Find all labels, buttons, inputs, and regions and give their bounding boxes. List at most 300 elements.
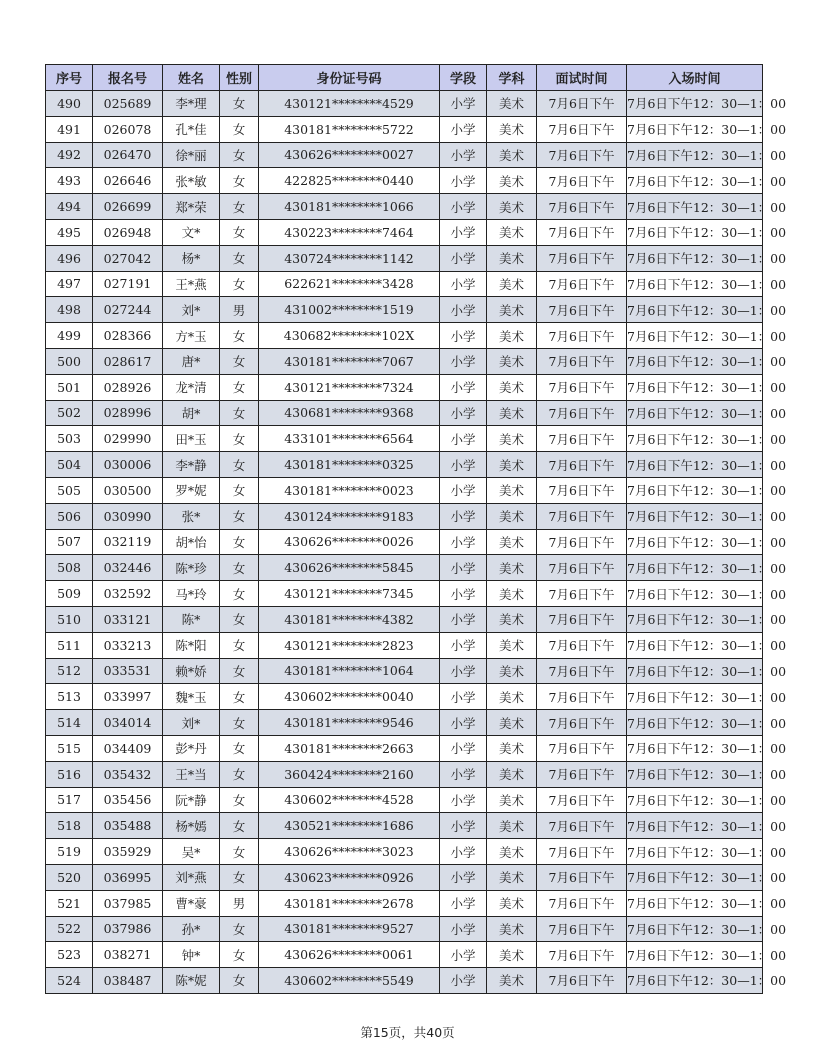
cell-id-number: 430181********0325	[259, 452, 440, 478]
cell-reg-no: 029990	[93, 426, 163, 452]
cell-stage: 小学	[440, 581, 487, 607]
table-body	[46, 91, 787, 994]
table-row	[46, 710, 763, 736]
table-row	[46, 91, 763, 117]
cell-interview-time: 7月6日下午	[537, 632, 627, 658]
header-seq: 序号	[46, 65, 93, 91]
cell-reg-no: 026646	[93, 168, 163, 194]
cell-entry-time: 7月6日下午12：30—1：00	[627, 194, 763, 220]
cell-interview-time: 7月6日下午	[537, 581, 627, 607]
cell-id-number: 430724********1142	[259, 245, 440, 271]
cell-subject: 美术	[487, 684, 537, 710]
cell-stage: 小学	[440, 968, 487, 994]
cell-id-number: 430602********4528	[259, 787, 440, 813]
cell-stage: 小学	[440, 864, 487, 890]
cell-subject: 美术	[487, 632, 537, 658]
cell-stage: 小学	[440, 890, 487, 916]
cell-id-number: 430626********0026	[259, 529, 440, 555]
cell-interview-time: 7月6日下午	[537, 452, 627, 478]
cell-seq: 520	[46, 864, 93, 890]
cell-stage: 小学	[440, 735, 487, 761]
cell-name: 徐*丽	[163, 142, 220, 168]
cell-seq: 521	[46, 890, 93, 916]
cell-entry-time: 7月6日下午12：30—1：00	[627, 529, 763, 555]
cell-interview-time: 7月6日下午	[537, 710, 627, 736]
header-entry-time: 入场时间	[627, 65, 763, 91]
cell-reg-no: 034014	[93, 710, 163, 736]
cell-id-number: 433101********6564	[259, 426, 440, 452]
cell-stage: 小学	[440, 761, 487, 787]
header-interview-time: 面试时间	[537, 65, 627, 91]
cell-interview-time: 7月6日下午	[537, 400, 627, 426]
cell-id-number: 430121********4529	[259, 91, 440, 117]
cell-entry-time: 7月6日下午12：30—1：00	[627, 503, 763, 529]
cell-stage: 小学	[440, 168, 487, 194]
cell-stage: 小学	[440, 787, 487, 813]
cell-gender: 女	[220, 116, 259, 142]
cell-gender: 女	[220, 245, 259, 271]
cell-reg-no: 032592	[93, 581, 163, 607]
cell-interview-time: 7月6日下午	[537, 942, 627, 968]
cell-seq: 510	[46, 606, 93, 632]
cell-gender: 女	[220, 91, 259, 117]
cell-name: 陈*阳	[163, 632, 220, 658]
cell-id-number: 430626********0061	[259, 942, 440, 968]
cell-seq: 504	[46, 452, 93, 478]
cell-id-number: 430181********1064	[259, 658, 440, 684]
table-row	[46, 864, 763, 890]
header-row	[46, 65, 763, 91]
cell-interview-time: 7月6日下午	[537, 761, 627, 787]
cell-interview-time: 7月6日下午	[537, 968, 627, 994]
cell-subject: 美术	[487, 787, 537, 813]
cell-stage: 小学	[440, 348, 487, 374]
cell-seq: 522	[46, 916, 93, 942]
cell-name: 刘*	[163, 710, 220, 736]
cell-entry-time: 7月6日下午12：30—1：00	[627, 658, 763, 684]
table-row	[46, 813, 763, 839]
cell-gender: 女	[220, 968, 259, 994]
cell-name: 马*玲	[163, 581, 220, 607]
cell-reg-no: 026699	[93, 194, 163, 220]
table-header	[46, 65, 763, 91]
cell-interview-time: 7月6日下午	[537, 658, 627, 684]
cell-stage: 小学	[440, 400, 487, 426]
cell-id-number: 360424********2160	[259, 761, 440, 787]
cell-reg-no: 030990	[93, 503, 163, 529]
cell-seq: 518	[46, 813, 93, 839]
cell-name: 彭*丹	[163, 735, 220, 761]
cell-subject: 美术	[487, 710, 537, 736]
cell-reg-no: 030006	[93, 452, 163, 478]
cell-id-number: 430181********0023	[259, 477, 440, 503]
table-row	[46, 219, 763, 245]
cell-interview-time: 7月6日下午	[537, 787, 627, 813]
cell-reg-no: 025689	[93, 91, 163, 117]
cell-subject: 美术	[487, 116, 537, 142]
cell-entry-time: 7月6日下午12：30—1：00	[627, 168, 763, 194]
table-row	[46, 452, 763, 478]
cell-gender: 女	[220, 503, 259, 529]
cell-subject: 美术	[487, 245, 537, 271]
cell-interview-time: 7月6日下午	[537, 890, 627, 916]
cell-interview-time: 7月6日下午	[537, 116, 627, 142]
cell-gender: 女	[220, 529, 259, 555]
cell-seq: 512	[46, 658, 93, 684]
cell-entry-time: 7月6日下午12：30—1：00	[627, 323, 763, 349]
cell-entry-time: 7月6日下午12：30—1：00	[627, 839, 763, 865]
cell-entry-time: 7月6日下午12：30—1：00	[627, 942, 763, 968]
cell-reg-no: 028366	[93, 323, 163, 349]
cell-interview-time: 7月6日下午	[537, 297, 627, 323]
cell-stage: 小学	[440, 710, 487, 736]
cell-name: 龙*清	[163, 374, 220, 400]
table-row	[46, 348, 763, 374]
table-row	[46, 426, 763, 452]
cell-name: 胡*	[163, 400, 220, 426]
cell-seq: 502	[46, 400, 93, 426]
cell-interview-time: 7月6日下午	[537, 839, 627, 865]
cell-gender: 女	[220, 864, 259, 890]
table-row	[46, 968, 763, 994]
cell-entry-time: 7月6日下午12：30—1：00	[627, 219, 763, 245]
cell-seq: 506	[46, 503, 93, 529]
cell-subject: 美术	[487, 452, 537, 478]
cell-entry-time: 7月6日下午12：30—1：00	[627, 374, 763, 400]
cell-stage: 小学	[440, 503, 487, 529]
cell-name: 王*燕	[163, 271, 220, 297]
cell-subject: 美术	[487, 529, 537, 555]
cell-name: 陈*	[163, 606, 220, 632]
cell-reg-no: 037986	[93, 916, 163, 942]
cell-entry-time: 7月6日下午12：30—1：00	[627, 606, 763, 632]
table-row	[46, 194, 763, 220]
cell-entry-time: 7月6日下午12：30—1：00	[627, 710, 763, 736]
cell-seq: 495	[46, 219, 93, 245]
cell-reg-no: 027244	[93, 297, 163, 323]
header-stage: 学段	[440, 65, 487, 91]
cell-name: 方*玉	[163, 323, 220, 349]
cell-name: 张*敏	[163, 168, 220, 194]
header-reg-no: 报名号	[93, 65, 163, 91]
table-row	[46, 400, 763, 426]
cell-interview-time: 7月6日下午	[537, 735, 627, 761]
cell-name: 张*	[163, 503, 220, 529]
table-row	[46, 632, 763, 658]
cell-gender: 女	[220, 839, 259, 865]
cell-stage: 小学	[440, 91, 487, 117]
cell-reg-no: 035432	[93, 761, 163, 787]
cell-id-number: 431002********1519	[259, 297, 440, 323]
cell-stage: 小学	[440, 374, 487, 400]
cell-reg-no: 026470	[93, 142, 163, 168]
cell-gender: 女	[220, 735, 259, 761]
cell-seq: 501	[46, 374, 93, 400]
cell-stage: 小学	[440, 116, 487, 142]
cell-reg-no: 034409	[93, 735, 163, 761]
cell-id-number: 430682********102X	[259, 323, 440, 349]
cell-reg-no: 038271	[93, 942, 163, 968]
cell-id-number: 622621********3428	[259, 271, 440, 297]
table-row	[46, 168, 763, 194]
cell-name: 唐*	[163, 348, 220, 374]
cell-interview-time: 7月6日下午	[537, 271, 627, 297]
cell-gender: 女	[220, 761, 259, 787]
table-row	[46, 529, 763, 555]
cell-gender: 男	[220, 297, 259, 323]
cell-name: 钟*	[163, 942, 220, 968]
cell-entry-time: 7月6日下午12：30—1：00	[627, 142, 763, 168]
cell-interview-time: 7月6日下午	[537, 426, 627, 452]
cell-id-number: 430121********7345	[259, 581, 440, 607]
cell-id-number: 430521********1686	[259, 813, 440, 839]
cell-reg-no: 028617	[93, 348, 163, 374]
cell-id-number: 430181********5722	[259, 116, 440, 142]
cell-name: 刘*燕	[163, 864, 220, 890]
cell-id-number: 430181********2663	[259, 735, 440, 761]
cell-subject: 美术	[487, 426, 537, 452]
cell-id-number: 430223********7464	[259, 219, 440, 245]
cell-stage: 小学	[440, 658, 487, 684]
cell-subject: 美术	[487, 968, 537, 994]
cell-reg-no: 035456	[93, 787, 163, 813]
cell-entry-time: 7月6日下午12：30—1：00	[627, 555, 763, 581]
cell-id-number: 430626********0027	[259, 142, 440, 168]
cell-entry-time: 7月6日下午12：30—1：00	[627, 400, 763, 426]
cell-entry-time: 7月6日下午12：30—1：00	[627, 452, 763, 478]
table-row	[46, 942, 763, 968]
cell-name: 李*理	[163, 91, 220, 117]
cell-subject: 美术	[487, 194, 537, 220]
cell-stage: 小学	[440, 271, 487, 297]
cell-stage: 小学	[440, 684, 487, 710]
cell-subject: 美术	[487, 323, 537, 349]
table-row	[46, 684, 763, 710]
cell-seq: 498	[46, 297, 93, 323]
header-gender: 性别	[220, 65, 259, 91]
cell-gender: 女	[220, 400, 259, 426]
cell-reg-no: 027191	[93, 271, 163, 297]
cell-id-number: 430181********7067	[259, 348, 440, 374]
cell-interview-time: 7月6日下午	[537, 323, 627, 349]
cell-interview-time: 7月6日下午	[537, 864, 627, 890]
cell-subject: 美术	[487, 864, 537, 890]
table-row	[46, 116, 763, 142]
cell-stage: 小学	[440, 632, 487, 658]
cell-entry-time: 7月6日下午12：30—1：00	[627, 787, 763, 813]
cell-reg-no: 033997	[93, 684, 163, 710]
cell-gender: 女	[220, 323, 259, 349]
cell-subject: 美术	[487, 503, 537, 529]
cell-seq: 508	[46, 555, 93, 581]
table-row	[46, 555, 763, 581]
cell-seq: 490	[46, 91, 93, 117]
cell-id-number: 430121********7324	[259, 374, 440, 400]
cell-subject: 美术	[487, 890, 537, 916]
header-id-number: 身份证号码	[259, 65, 440, 91]
cell-subject: 美术	[487, 658, 537, 684]
cell-seq: 523	[46, 942, 93, 968]
cell-reg-no: 033121	[93, 606, 163, 632]
cell-stage: 小学	[440, 426, 487, 452]
cell-stage: 小学	[440, 219, 487, 245]
cell-stage: 小学	[440, 942, 487, 968]
cell-subject: 美术	[487, 297, 537, 323]
cell-name: 王*当	[163, 761, 220, 787]
cell-gender: 女	[220, 426, 259, 452]
cell-name: 刘*	[163, 297, 220, 323]
table-row	[46, 890, 763, 916]
cell-entry-time: 7月6日下午12：30—1：00	[627, 245, 763, 271]
cell-reg-no: 033531	[93, 658, 163, 684]
cell-entry-time: 7月6日下午12：30—1：00	[627, 684, 763, 710]
cell-subject: 美术	[487, 581, 537, 607]
cell-name: 曹*豪	[163, 890, 220, 916]
cell-seq: 500	[46, 348, 93, 374]
table-row	[46, 787, 763, 813]
cell-entry-time: 7月6日下午12：30—1：00	[627, 297, 763, 323]
cell-reg-no: 028996	[93, 400, 163, 426]
cell-stage: 小学	[440, 452, 487, 478]
cell-name: 孔*佳	[163, 116, 220, 142]
table-row	[46, 916, 763, 942]
cell-interview-time: 7月6日下午	[537, 245, 627, 271]
cell-gender: 女	[220, 452, 259, 478]
cell-gender: 女	[220, 787, 259, 813]
cell-seq: 505	[46, 477, 93, 503]
cell-interview-time: 7月6日下午	[537, 142, 627, 168]
cell-id-number: 430181********2678	[259, 890, 440, 916]
cell-subject: 美术	[487, 761, 537, 787]
cell-entry-time: 7月6日下午12：30—1：00	[627, 348, 763, 374]
cell-name: 李*静	[163, 452, 220, 478]
cell-interview-time: 7月6日下午	[537, 529, 627, 555]
table-row	[46, 323, 763, 349]
cell-stage: 小学	[440, 297, 487, 323]
cell-interview-time: 7月6日下午	[537, 91, 627, 117]
cell-subject: 美术	[487, 916, 537, 942]
cell-id-number: 430602********5549	[259, 968, 440, 994]
table-row	[46, 374, 763, 400]
cell-seq: 519	[46, 839, 93, 865]
cell-seq: 493	[46, 168, 93, 194]
cell-name: 陈*珍	[163, 555, 220, 581]
cell-reg-no: 035929	[93, 839, 163, 865]
cell-stage: 小学	[440, 323, 487, 349]
cell-gender: 女	[220, 658, 259, 684]
cell-gender: 女	[220, 555, 259, 581]
cell-seq: 517	[46, 787, 93, 813]
cell-gender: 女	[220, 916, 259, 942]
cell-name: 杨*	[163, 245, 220, 271]
table-row	[46, 606, 763, 632]
table-row	[46, 735, 763, 761]
cell-interview-time: 7月6日下午	[537, 168, 627, 194]
cell-stage: 小学	[440, 477, 487, 503]
cell-gender: 女	[220, 271, 259, 297]
cell-reg-no: 028926	[93, 374, 163, 400]
cell-interview-time: 7月6日下午	[537, 194, 627, 220]
cell-interview-time: 7月6日下午	[537, 813, 627, 839]
cell-gender: 女	[220, 581, 259, 607]
cell-gender: 女	[220, 168, 259, 194]
cell-stage: 小学	[440, 142, 487, 168]
cell-name: 杨*嫣	[163, 813, 220, 839]
cell-subject: 美术	[487, 142, 537, 168]
cell-id-number: 430181********1066	[259, 194, 440, 220]
cell-stage: 小学	[440, 245, 487, 271]
cell-entry-time: 7月6日下午12：30—1：00	[627, 890, 763, 916]
cell-subject: 美术	[487, 555, 537, 581]
table-row	[46, 142, 763, 168]
cell-name: 田*玉	[163, 426, 220, 452]
table-row	[46, 245, 763, 271]
cell-subject: 美术	[487, 91, 537, 117]
cell-seq: 515	[46, 735, 93, 761]
cell-id-number: 430181********9527	[259, 916, 440, 942]
cell-gender: 女	[220, 348, 259, 374]
cell-interview-time: 7月6日下午	[537, 477, 627, 503]
cell-entry-time: 7月6日下午12：30—1：00	[627, 735, 763, 761]
cell-reg-no: 038487	[93, 968, 163, 994]
cell-reg-no: 026078	[93, 116, 163, 142]
cell-subject: 美术	[487, 606, 537, 632]
table-row	[46, 761, 763, 787]
cell-entry-time: 7月6日下午12：30—1：00	[627, 271, 763, 297]
cell-name: 文*	[163, 219, 220, 245]
cell-entry-time: 7月6日下午12：30—1：00	[627, 968, 763, 994]
cell-id-number: 430181********9546	[259, 710, 440, 736]
cell-subject: 美术	[487, 348, 537, 374]
cell-seq: 492	[46, 142, 93, 168]
cell-entry-time: 7月6日下午12：30—1：00	[627, 91, 763, 117]
cell-reg-no: 032119	[93, 529, 163, 555]
cell-seq: 509	[46, 581, 93, 607]
cell-subject: 美术	[487, 477, 537, 503]
cell-gender: 女	[220, 606, 259, 632]
cell-gender: 女	[220, 684, 259, 710]
cell-name: 陈*妮	[163, 968, 220, 994]
table-row	[46, 271, 763, 297]
cell-seq: 497	[46, 271, 93, 297]
header-subject: 学科	[487, 65, 537, 91]
cell-id-number: 422825********0440	[259, 168, 440, 194]
cell-seq: 524	[46, 968, 93, 994]
cell-id-number: 430121********2823	[259, 632, 440, 658]
page-footer: 第15页，共40页	[360, 1025, 455, 1040]
cell-entry-time: 7月6日下午12：30—1：00	[627, 916, 763, 942]
cell-name: 阮*静	[163, 787, 220, 813]
cell-subject: 美术	[487, 374, 537, 400]
cell-interview-time: 7月6日下午	[537, 374, 627, 400]
cell-interview-time: 7月6日下午	[537, 348, 627, 374]
cell-name: 吴*	[163, 839, 220, 865]
cell-interview-time: 7月6日下午	[537, 606, 627, 632]
cell-name: 郑*荣	[163, 194, 220, 220]
cell-name: 罗*妮	[163, 477, 220, 503]
cell-id-number: 430626********3023	[259, 839, 440, 865]
cell-stage: 小学	[440, 606, 487, 632]
cell-reg-no: 035488	[93, 813, 163, 839]
cell-subject: 美术	[487, 271, 537, 297]
cell-seq: 496	[46, 245, 93, 271]
cell-gender: 女	[220, 194, 259, 220]
cell-id-number: 430623********0926	[259, 864, 440, 890]
cell-seq: 514	[46, 710, 93, 736]
cell-seq: 494	[46, 194, 93, 220]
table-row	[46, 297, 763, 323]
cell-gender: 女	[220, 813, 259, 839]
